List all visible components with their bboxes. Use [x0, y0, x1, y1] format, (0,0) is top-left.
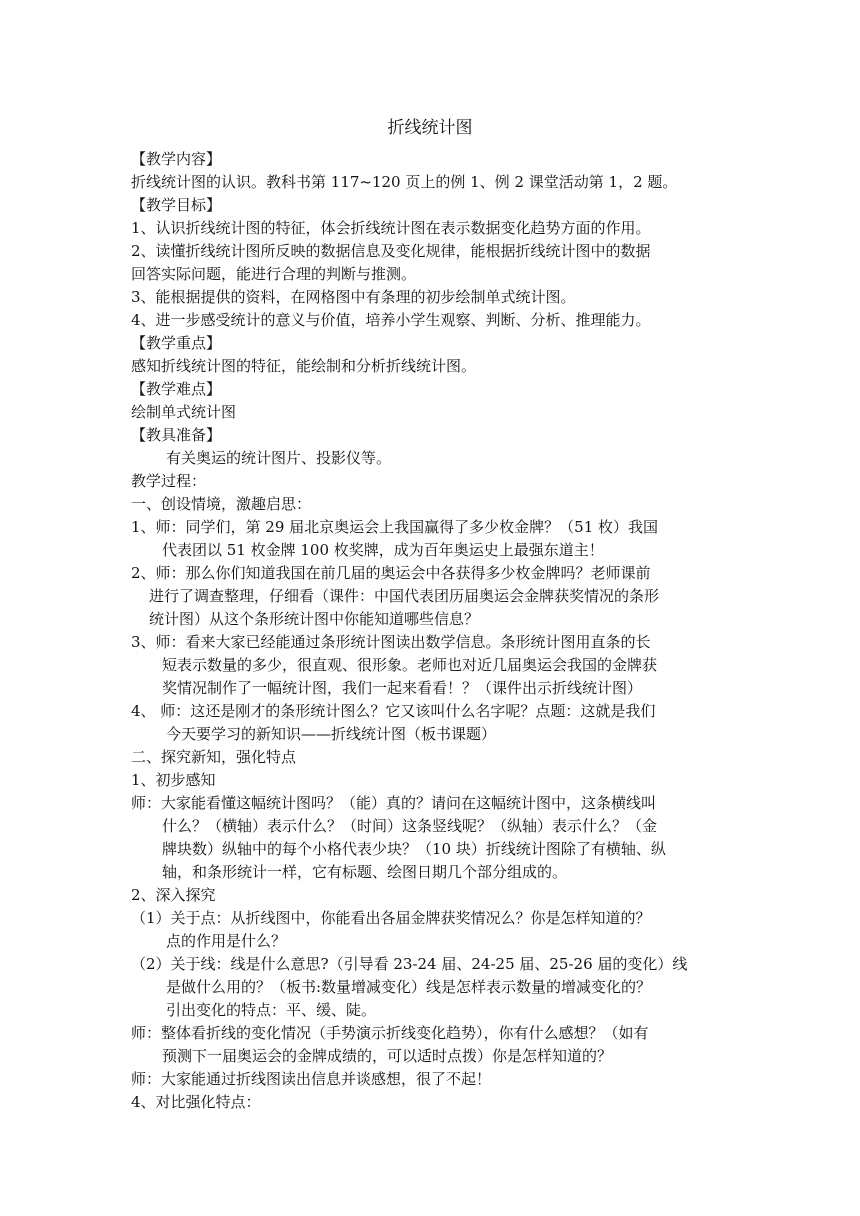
text-line: 什么？（横轴）表示什么？（时间）这条竖线呢？（纵轴）表示什么？（金: [162, 817, 658, 835]
text-line: 【教学内容】: [131, 150, 222, 168]
text-line: 统计图）从这个条形统计图中你能知道哪些信息？: [149, 610, 480, 628]
text-line: 1、师：同学们，第 29 届北京奥运会上我国赢得了多少枚金牌？（51 枚）我国: [131, 518, 659, 536]
text-line: 2、深入探究: [131, 886, 216, 904]
text-line: 折线统计图的认识。教科书第 117~120 页上的例 1、例 2 课堂活动第 1，2 题。: [131, 173, 678, 191]
text-line: 师：大家能看懂这幅统计图吗？（能）真的？请问在这幅统计图中，这条横线叫: [131, 794, 657, 812]
text-line: 短表示数量的多少，很直观、很形象。老师也对近几届奥运会我国的金牌获: [162, 656, 658, 674]
text-line: 1、初步感知: [131, 771, 216, 789]
text-line: 点的作用是什么？: [166, 932, 287, 950]
text-line: 进行了调查整理，仔细看（课件：中国代表团历届奥运会金牌获奖情况的条形: [149, 587, 660, 605]
text-line: 1、认识折线统计图的特征，体会折线统计图在表示数据变化趋势方面的作用。: [131, 219, 651, 237]
text-line: 4、对比强化特点：: [131, 1093, 261, 1111]
text-line: 【教学目标】: [131, 196, 222, 214]
text-line: 一、创设情境，激趣启思：: [131, 495, 312, 513]
text-line: 教学过程：: [131, 472, 207, 490]
text-line: 2、读懂折线统计图所反映的数据信息及变化规律，能根据折线统计图中的数据: [131, 242, 651, 260]
text-line: 回答实际问题，能进行合理的判断与推测。: [131, 265, 417, 283]
text-line: 代表团以 51 枚金牌 100 枚奖牌，成为百年奥运史上最强东道主！: [162, 541, 604, 559]
text-line: 【教学重点】: [131, 334, 222, 352]
text-line: 二、探究新知，强化特点: [131, 748, 297, 766]
text-line: 4、 师：这还是刚才的条形统计图么？它又该叫什么名字呢？点题：这就是我们: [131, 702, 656, 720]
text-line: 绘制单式统计图: [131, 403, 237, 421]
text-line: 是做什么用的？（板书:数量增减变化）线是怎样表示数量的增减变化的？: [166, 978, 652, 996]
text-line: 奖情况制作了一幅统计图，我们一起来看看！？（课件出示折线统计图）: [162, 679, 643, 697]
text-line: 牌块数）纵轴中的每个小格代表少块？（10 块）折线统计图除了有横轴、纵: [162, 840, 666, 858]
text-line: 3、师：看来大家已经能通过条形统计图读出数学信息。条形统计图用直条的长: [131, 633, 651, 651]
page-title: 折线统计图: [387, 118, 473, 138]
text-line: 引出变化的特点：平、缓、陡。: [166, 1001, 377, 1019]
text-line: 【教学难点】: [131, 380, 222, 398]
text-line: 今天要学习的新知识——折线统计图（板书课题）: [166, 725, 497, 743]
text-line: 3、能根据提供的资料，在网格图中有条理的初步绘制单式统计图。: [131, 288, 576, 306]
text-line: 感知折线统计图的特征，能绘制和分析折线统计图。: [131, 357, 477, 375]
text-line: （2）关于线：线是什么意思?（引导看 23-24 届、24-25 届、25-26 届的变化）线: [131, 955, 688, 973]
text-line: 预测下一届奥运会的金牌成绩的，可以适时点拨）你是怎样知道的？: [162, 1047, 613, 1065]
text-line: 师：大家能通过折线图读出信息并谈感想，很了不起！: [131, 1070, 492, 1088]
text-line: 有关奥运的统计图片、投影仪等。: [166, 449, 392, 467]
text-line: 【教具准备】: [131, 426, 222, 444]
text-line: 师：整体看折线的变化情况（手势演示折线变化趋势），你有什么感想？（如有: [131, 1024, 649, 1042]
text-line: 4、进一步感受统计的意义与价值，培养小学生观察、判断、分析、推理能力。: [131, 311, 651, 329]
text-line: （1）关于点：从折线图中，你能看出各届金牌获奖情况么？你是怎样知道的？: [131, 909, 651, 927]
text-line: 轴，和条形统计一样，它有标题、绘图日期几个部分组成的。: [162, 863, 568, 881]
text-line: 2、师：那么你们知道我国在前几届的奥运会中各获得多少枚金牌吗？老师课前: [131, 564, 651, 582]
